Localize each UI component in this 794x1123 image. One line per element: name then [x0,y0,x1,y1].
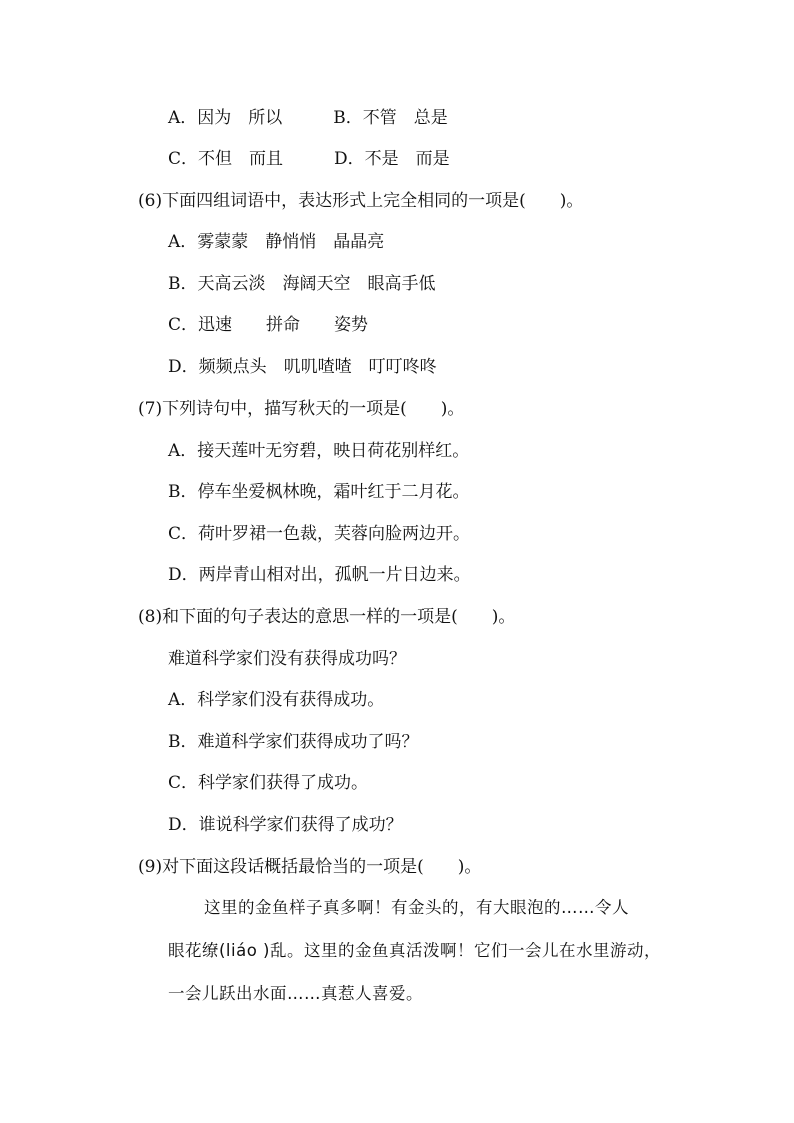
question-8-sentence: 难道科学家们没有获得成功吗？ [168,649,406,669]
question-6-option-a: A．雾蒙蒙 静悄悄 晶晶亮 [168,232,385,252]
question-9-passage-line-1: 这里的金鱼样子真多啊！有金头的，有大眼泡的……令人 [204,898,629,917]
question-7-option-d: D．两岸青山相对出，孤帆一片日边来。 [168,565,471,585]
question-8-option-d: D．谁说科学家们获得了成功？ [168,815,403,835]
question-6-option-c: C．迅速 拼命 姿势 [168,315,369,335]
question-7-stem: (7)下列诗句中，描写秋天的一项是( )。 [138,399,465,419]
question-9-stem: (9)对下面这段话概括最恰当的一项是( )。 [138,857,482,877]
question-7-option-b: B．停车坐爱枫林晚，霜叶红于二月花。 [168,482,470,502]
question-6-stem: (6)下面四组词语中，表达形式上完全相同的一项是( )。 [138,191,584,211]
question-9-passage-line-3: 一会儿跃出水面……真惹人喜爱。 [168,984,423,1003]
q5-options-a-b: A．因为 所以 B．不管 总是 [168,108,448,128]
question-6-option-b: B．天高云淡 海阔天空 眼高手低 [168,274,436,294]
question-8-option-b: B．难道科学家们获得成功了吗？ [168,732,419,752]
question-7-option-c: C．荷叶罗裙一色裁，芙蓉向脸两边开。 [168,524,471,544]
question-8-stem: (8)和下面的句子表达的意思一样的一项是( )。 [138,607,516,627]
q5-options-c-d: C．不但 而且 D．不是 而是 [168,149,450,169]
question-8-option-a: A．科学家们没有获得成功。 [168,690,385,710]
question-7-option-a: A．接天莲叶无穷碧，映日荷花别样红。 [168,441,470,461]
question-6-option-d: D．频频点头 叽叽喳喳 叮叮咚咚 [168,357,437,377]
question-9-passage-line-2: 眼花缭(liáo )乱。这里的金鱼真活泼啊！它们一会儿在水里游动， [168,941,661,960]
question-8-option-c: C．科学家们获得了成功。 [168,773,369,793]
